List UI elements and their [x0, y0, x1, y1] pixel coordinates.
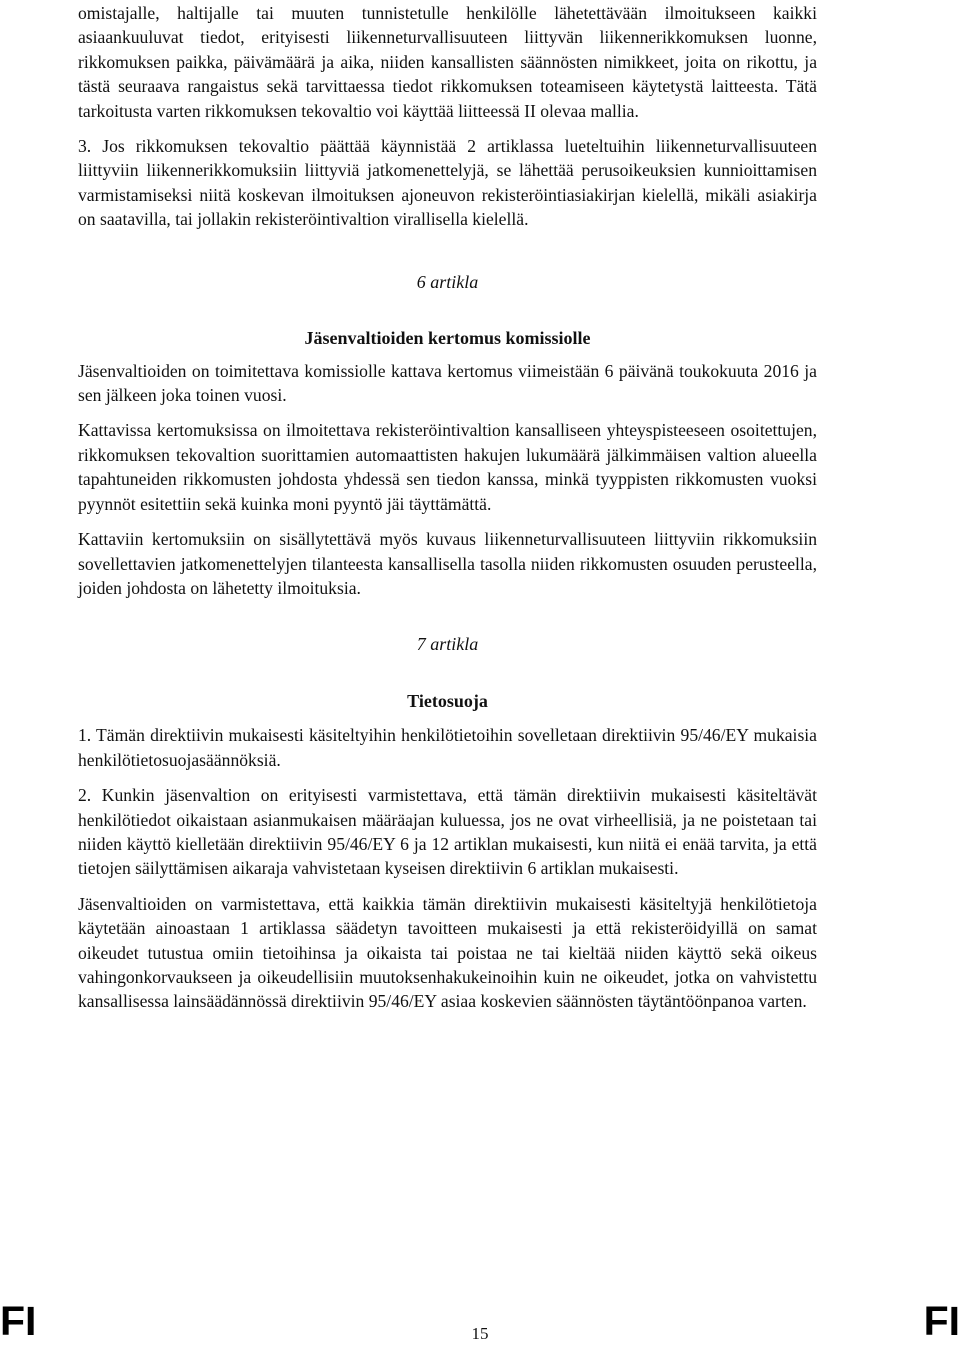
footer-page-number: 15	[471, 1324, 489, 1343]
continued-paragraph: omistajalle, haltijalle tai muuten tunnistetulle henkilölle lähetettävään ilmoitukseen kaikki asiaankuuluvat tiedot, erityisesti liikenneturvallisuuteen liittyvän liikennerikkomuksen luonne, rikkomuksen paikka, päivämäärä ja aika, niiden kansallisten säännösten nimikkeet, joita on rikottu, ja tästä seuraava rangaistus sekä tarvittaessa tiedot rikkomuksen toteamiseen käytetystä laitteesta. Tätä tarkoitusta varten rikkomuksen tekovaltio voi käyttää liitteessä II olevaa mallia.	[78, 3, 817, 121]
article-6-number: 6 artikla	[416, 271, 479, 292]
article-7-title: Tietosuoja	[407, 691, 488, 712]
article-6-paragraph-1: Jäsenvaltioiden on toimitettava komissiolle kattava kertomus viimeistään 6 päivänä toukokuuta 2016 ja sen jälkeen joka toinen vuosi.	[78, 360, 817, 406]
article-6-paragraph-2: Kattavissa kertomuksissa on ilmoitettava rekisteröintivaltion kansalliseen yhteyspisteeseen osoitettujen, rikkomuksen tekovaltion suorittamien automaattisten hakujen lukumäärä jälkimmäisen valtion alueella tapahtuneiden rikkomusten johdosta yhdessä sen tiedon kanssa, minkä tyyppisten rikkomusten vuoksi pyynnöt esitettiin sekä kuinka moni pyyntö jäi täyttämättä.	[78, 420, 817, 514]
paragraph-3: 3. Jos rikkomuksen tekovaltio päättää käynnistää 2 artiklassa lueteltuihin liikenneturvallisuuteen liittyviin liikennerikkomuksiin liittyviä jatkomenettelyjä, se lähettää perusoikeuksien kunnioittamisen varmistamiseksi niitä koskevan ilmoituksen ajoneuvon rekisteröintiasiakirjan kielellä, mikäli asiakirja on saatavilla, tai jollakin rekisteröintivaltion virallisella kielellä.	[78, 136, 817, 230]
article-7-paragraph-3: Jäsenvaltioiden on varmistettava, että kaikkia tämän direktiivin mukaisesti käsiteltyjä henkilötietoja käytetään ainoastaan 1 artiklassa säädetyn tavoitteen mukaisesti ja että rekisteröidyillä on samat oikeudet tutustua omiin tietoihinsa ja oikaista tai poistaa ne tai kieltää niiden käyttö sekä oikeus vahingonkorvaukseen ja oikeudellisiin muutoksenhakukeinoihin kuin ne oikeudet, jotka on vahvistettu kansallisessa lainsäädännössä direktiivin 95/46/EY asiaa koskevien säännösten täytäntöönpanoa varten.	[78, 893, 817, 1012]
document-page	[78, 0, 817, 1014]
article-7-number: 7 artikla	[416, 634, 479, 655]
article-6-paragraph-3: Kattaviin kertomuksiin on sisällytettävä myös kuvaus liikenneturvallisuuteen liittyviin rikkomuksiin sovellettavien jatkomenettelyjen tilanteesta kansallisella tasolla niiden rikkomusten osuuden perusteella, joiden johdosta on lähetetty ilmoituksia.	[78, 529, 817, 598]
article-7-paragraph-1: 1. Tämän direktiivin mukaisesti käsiteltyihin henkilötietoihin sovelletaan direktiivin 95/46/EY mukaisia henkilötietosuojasäännöksiä.	[78, 725, 817, 770]
footer-language-code-left: FI	[0, 1298, 37, 1344]
footer-language-code-right: FI	[923, 1298, 960, 1344]
article-6-title: Jäsenvaltioiden kertomus komissiolle	[304, 327, 591, 348]
article-7-paragraph-2: 2. Kunkin jäsenvaltion on erityisesti varmistettava, että tämän direktiivin mukaisesti käsiteltävät henkilötiedot oikaistaan asianmukaisen määräajan kuluessa, jos ne ovat virheellisiä, ja ne poistetaan tai niiden käyttö kielletään direktiivin 95/46/EY 6 ja 12 artiklan mukaisesti, kun niitä ei enää tarvita, ja että tietojen säilyttämisen aikaraja vahvistetaan kyseisen direktiivin 6 artiklan mukaisesti.	[78, 785, 817, 879]
